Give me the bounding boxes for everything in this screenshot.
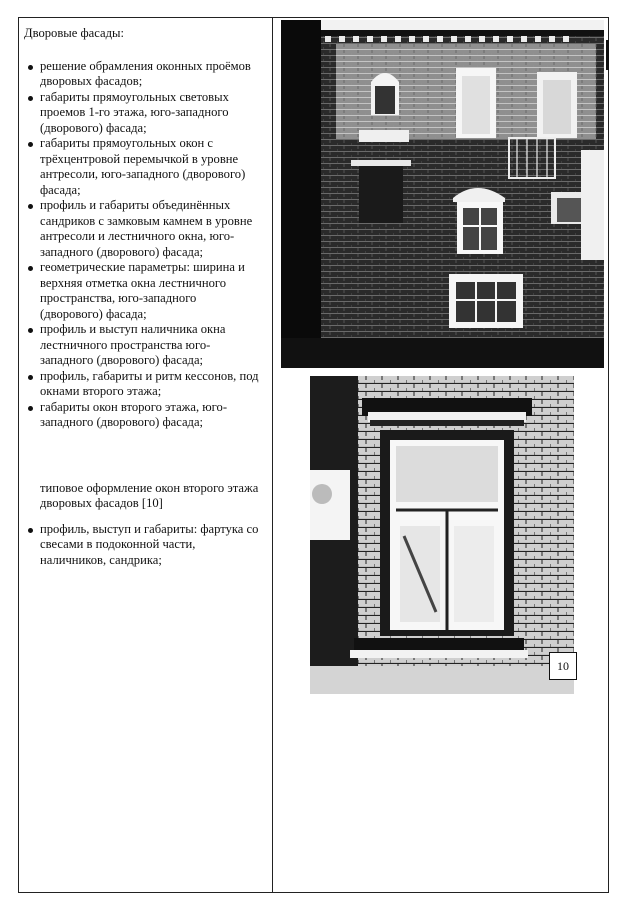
window-details-list xyxy=(24,522,260,569)
section-title: Дворовые фасады: xyxy=(24,26,124,40)
photo-caption: типовое оформление окон второго этажа дворовых фасадов [10] xyxy=(40,480,259,510)
photo-number-label: 10 xyxy=(549,652,577,680)
list-item: профиль и выступ наличника окна лестничного пространства юго-западного (дворового) фасада; xyxy=(24,322,260,369)
list-item: профиль, выступ и габариты: фартука со свесами в подоконной части, наличников, сандрика; xyxy=(24,522,260,569)
scan-edge-mark xyxy=(606,40,609,70)
list-item: габариты прямоугольных световых проемов 1-го этажа, юго-западного (дворового) фасада; xyxy=(24,90,260,137)
column-divider xyxy=(272,17,273,893)
list-item: решение обрамления оконных проёмов дворовых фасадов; xyxy=(24,59,260,90)
window-detail-photo xyxy=(310,376,574,694)
description-column xyxy=(24,26,260,568)
protected-elements-list xyxy=(24,59,260,431)
list-item: габариты окон второго этажа, юго-западного (дворового) фасада; xyxy=(24,400,260,431)
list-item: профиль и габариты объединённых сандриков с замковым камнем в уровне антресоли и лестничного окна, юго-западного (дворового) фасада; xyxy=(24,198,260,260)
list-item: габариты прямоугольных окон с трёхцентровой перемычкой в уровне антресоли, юго-западного (дворового) фасада; xyxy=(24,136,260,198)
list-item: профиль, габариты и ритм кессонов, под окнами второго этажа; xyxy=(24,369,260,400)
courtyard-facade-photo xyxy=(281,20,604,368)
list-item: геометрические параметры: ширина и верхняя отметка окна лестничного пространства, юго-западного (дворового) фасада; xyxy=(24,260,260,322)
